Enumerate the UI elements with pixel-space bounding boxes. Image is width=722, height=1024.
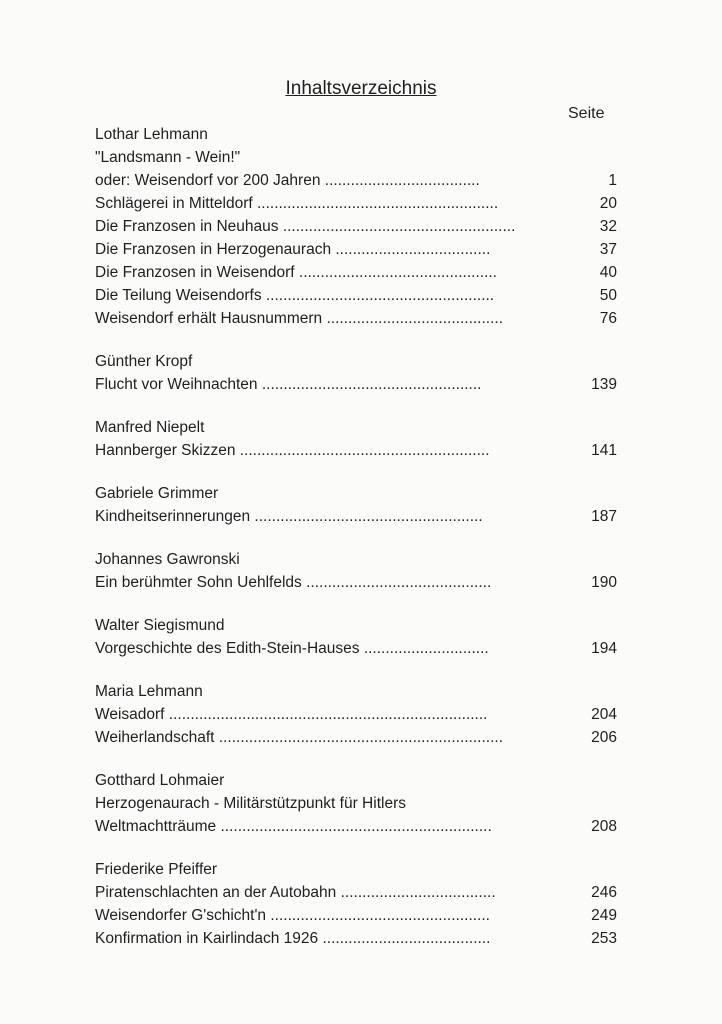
page-column-header: Seite [568,105,605,122]
entry-title: Vorgeschichte des Edith-Stein-Hauses ............................. [95,640,489,657]
toc-section [95,126,625,333]
author-name: Walter Siegismund [95,617,225,634]
toc-entry [95,907,625,930]
toc-section [95,485,625,531]
author-name: Johannes Gawronski [95,551,240,568]
entry-page: 141 [591,442,617,459]
entry-title: Weisendorfer G'schicht'n ................................................... [95,907,490,924]
entry-title: Piratenschlachten an der Autobahn .................................... [95,884,496,901]
entry-page: 32 [599,218,617,235]
toc-entry [95,706,625,729]
entry-title: Die Franzosen in Weisendorf .............................................. [95,264,497,281]
page-title: Inhaltsverzeichnis [285,78,437,99]
entry-title: Weiherlandschaft .................................................................. [95,729,504,746]
toc-section [95,861,625,953]
entry-title: Flucht vor Weihnachten ................................................... [95,376,482,393]
entry-title: Hannberger Skizzen .......................................................... [95,442,490,459]
toc-entry [95,310,625,333]
entry-title: Weisendorf erhält Hausnummern ......................................... [95,310,504,327]
entry-page: 190 [591,574,617,591]
toc-entry [95,442,625,465]
toc-entry [95,640,625,663]
entry-title: "Landsmann - Wein!" [95,149,241,166]
entry-title: Weltmachtträume ............................................................... [95,818,492,835]
entry-title: Die Franzosen in Herzogenaurach .................................... [95,241,491,258]
author-name: Maria Lehmann [95,683,203,700]
toc-entry [95,508,625,531]
entry-page: 246 [591,884,617,901]
toc-entry [95,574,625,597]
entry-page: 37 [599,241,617,258]
entry-page: 50 [599,287,617,304]
entry-page: 1 [608,172,617,189]
author-name: Günther Kropf [95,353,193,370]
toc-section [95,683,625,752]
entry-page: 76 [599,310,617,327]
entry-page: 40 [599,264,617,281]
toc-entry [95,172,625,195]
entry-title: Die Franzosen in Neuhaus ...................................................... [95,218,516,235]
toc-section [95,353,625,399]
toc-section [95,419,625,465]
entry-title: Schlägerei in Mitteldorf ........................................................ [95,195,499,212]
entry-title: Kindheitserinnerungen ..................................................... [95,508,483,525]
entry-page: 204 [591,706,617,723]
entry-page: 20 [599,195,617,212]
toc-entry [95,241,625,264]
toc-section [95,551,625,597]
toc-entry [95,818,625,841]
table-of-contents [95,126,625,953]
entry-title: Konfirmation in Kairlindach 1926 ....................................... [95,930,491,947]
toc-entry [95,218,625,241]
entry-page: 139 [591,376,617,393]
toc-entry [95,930,625,953]
entry-title: Herzogenaurach - Militärstützpunkt für Hitlers [95,795,406,812]
entry-title: Die Teilung Weisendorfs ..................................................... [95,287,495,304]
entry-page: 249 [591,907,617,924]
entry-title: Ein berühmter Sohn Uehlfelds ........................................... [95,574,492,591]
entry-page: 208 [591,818,617,835]
toc-section [95,617,625,663]
entry-title: oder: Weisendorf vor 200 Jahren .................................... [95,172,480,189]
toc-entry [95,376,625,399]
author-name: Gotthard Lohmaier [95,772,225,789]
toc-entry [95,195,625,218]
entry-title: Weisadorf .......................................................................... [95,706,488,723]
entry-page: 194 [591,640,617,657]
toc-entry [95,795,625,818]
author-name: Manfred Niepelt [95,419,205,436]
toc-entry [95,884,625,907]
entry-page: 253 [591,930,617,947]
author-name: Gabriele Grimmer [95,485,219,502]
toc-entry [95,264,625,287]
toc-entry [95,149,625,172]
author-name: Friederike Pfeiffer [95,861,218,878]
author-name: Lothar Lehmann [95,126,208,143]
toc-section [95,772,625,841]
entry-page: 206 [591,729,617,746]
toc-entry [95,287,625,310]
toc-entry [95,729,625,752]
entry-page: 187 [591,508,617,525]
